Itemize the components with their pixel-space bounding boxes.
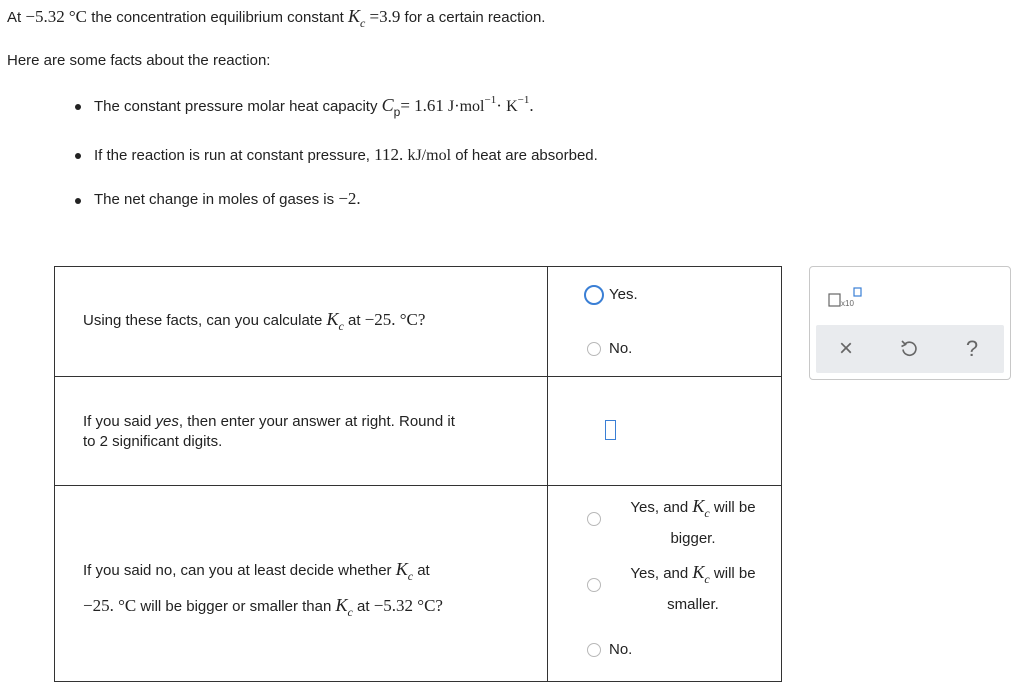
row-divider: [55, 485, 781, 486]
radio-yes-smaller[interactable]: [587, 578, 601, 592]
option-yes-label[interactable]: Yes.: [609, 286, 638, 303]
undo-button[interactable]: [879, 325, 939, 373]
facts-heading: Here are some facts about the reaction:: [7, 52, 271, 69]
x10-icon: [828, 287, 864, 309]
intro-line: At −5.32 °C the concentration equilibrium constant $K_c =3.9$ for a certain reaction.: [7, 6, 546, 30]
help-button[interactable]: [942, 325, 1002, 373]
row-divider: [55, 376, 781, 377]
column-divider: [547, 267, 548, 681]
answer-input[interactable]: [605, 420, 616, 440]
bullet-dot: [75, 104, 81, 110]
x10-label: x10: [841, 299, 854, 308]
close-icon: ×: [838, 335, 853, 362]
option-yes-smaller-label[interactable]: Yes, and $K_c$ will be smaller.: [630, 562, 756, 613]
radio-yes-bigger[interactable]: [587, 512, 601, 526]
tool-buttons-bar: [816, 325, 1004, 373]
radio-no-decide[interactable]: [587, 643, 601, 657]
math-tool-panel: [809, 266, 1011, 380]
fact-heat-capacity: The constant pressure molar heat capacity $C_p= 1.61$ $J\cdot mol^{-1}\cdot K^{-1}$.: [94, 94, 534, 119]
help-icon: ?: [965, 336, 979, 361]
question-bigger-smaller: If you said no, can you at least decide whether $K_c$ at −25. °C will be bigger or smaller than $K_c$ at −5.32 °C?: [83, 559, 443, 619]
radio-no-calculate[interactable]: [587, 342, 601, 356]
bullet-dot: [75, 198, 81, 204]
question-table: [54, 266, 782, 682]
radio-yes-calculate[interactable]: [584, 285, 604, 305]
fact-moles-change: The net change in moles of gases is −2.: [94, 189, 361, 208]
bullet-dot: [75, 153, 81, 159]
fact-heat-absorbed: If the reaction is run at constant pressure, 112. kJ/mol of heat are absorbed.: [94, 145, 598, 164]
question-enter-answer: If you said yes, then enter your answer at right. Round it to 2 significant digits.: [83, 413, 455, 450]
question-calculate-kc: Using these facts, can you calculate $K_c$ at −25. °C?: [83, 309, 426, 333]
clear-button[interactable]: [816, 325, 876, 373]
option-yes-bigger-label[interactable]: Yes, and $K_c$ will be bigger.: [630, 496, 756, 547]
undo-icon: [900, 339, 918, 359]
option-no-decide-label[interactable]: No.: [609, 641, 633, 658]
option-no-label[interactable]: No.: [609, 340, 633, 357]
scientific-notation-button[interactable]: [828, 287, 864, 309]
